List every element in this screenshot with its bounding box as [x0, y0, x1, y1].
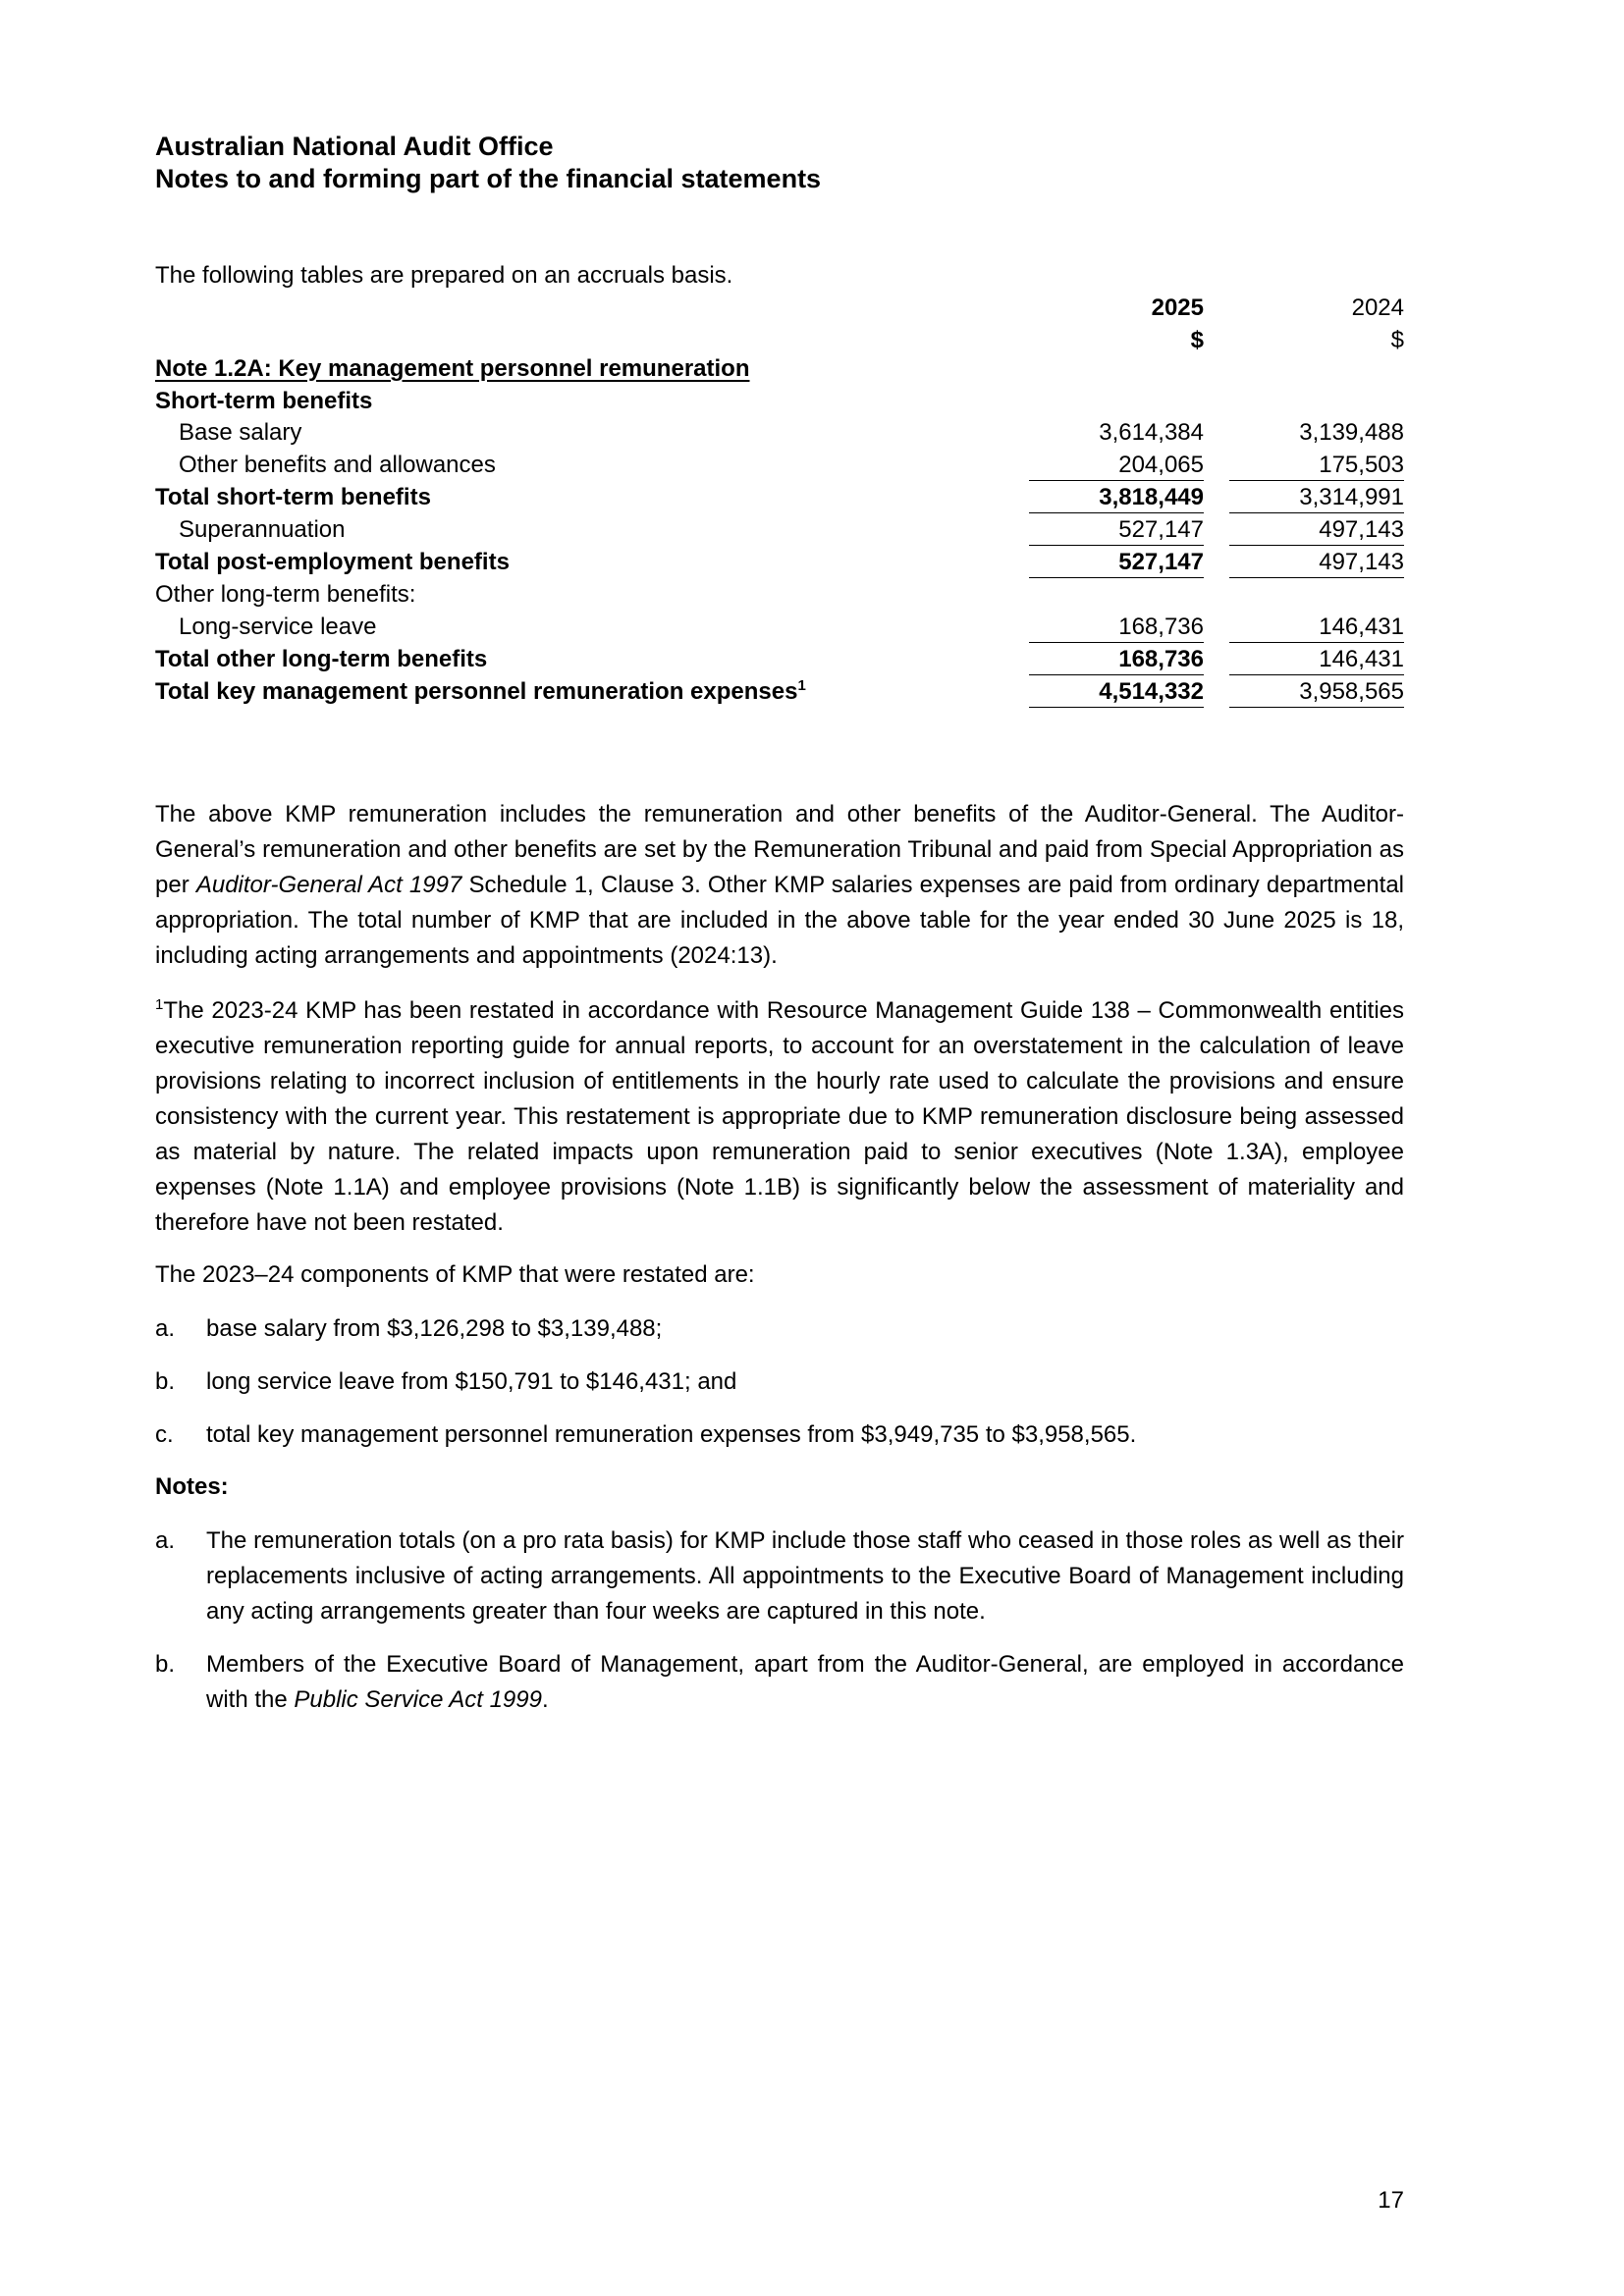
- note-b-text-a: Members of the Executive Board of Management, apart from the Auditor-General, are employed in accordance with the: [206, 1651, 1404, 1713]
- total-post-employment-2024: 497,143: [1229, 546, 1404, 578]
- total-short-term-2025: 3,818,449: [1029, 481, 1204, 513]
- page-subtitle: Notes to and forming part of the financial statements: [155, 164, 822, 193]
- para1-italic: Auditor-General Act 1997: [195, 872, 462, 898]
- list-marker: a.: [155, 1527, 176, 1554]
- table-row: [155, 643, 1404, 675]
- para1-text-a: The above KMP remuneration includes the remuneration and other benefits of the Auditor-General. The Auditor-General’s remuneration and other benefits are set by the Remuneration Tribunal and paid from Special Appropriation as per: [155, 801, 1404, 898]
- note-title: Note 1.2A: Key management personnel remuneration: [155, 355, 750, 382]
- long-service-leave-label: Long-service leave: [179, 614, 377, 640]
- org-title: Australian National Audit Office: [155, 132, 554, 161]
- total-other-long-term-2024: 146,431: [1229, 643, 1404, 675]
- base-salary-label: Base salary: [179, 419, 302, 446]
- list-text: total key management personnel remuneration expenses from $3,949,735 to $3,958,565.: [206, 1421, 1137, 1448]
- intro-text: [155, 259, 1404, 292]
- list-text: base salary from $3,126,298 to $3,139,488;: [206, 1315, 663, 1342]
- list-marker: b.: [155, 1368, 176, 1395]
- other-benefits-2024: 175,503: [1229, 449, 1404, 481]
- total-kmp-label: [155, 675, 806, 708]
- superannuation-2025: 527,147: [1029, 513, 1204, 546]
- total-post-employment-2025: 527,147: [1029, 546, 1204, 578]
- table-row: [155, 675, 1404, 708]
- footnote-marker: 1: [797, 677, 806, 694]
- kmp-remuneration-paragraph: [155, 797, 1404, 974]
- footnote-marker: 1: [155, 996, 164, 1013]
- total-kmp-2024: 3,958,565: [1229, 675, 1404, 708]
- long-service-leave-2024: 146,431: [1229, 611, 1404, 643]
- total-other-long-term-2025: 168,736: [1029, 643, 1204, 675]
- base-salary-2024: 3,139,488: [1299, 419, 1404, 446]
- table-row: [155, 481, 1404, 513]
- notes-heading: Notes:: [155, 1473, 229, 1500]
- base-salary-2025: 3,614,384: [1099, 419, 1204, 446]
- para2-text: The 2023-24 KMP has been restated in accordance with Resource Management Guide 138 – Commonwealth entities executive remuneration reporting guide for annual reports, to account for an overstatement in the calculation of leave provisions relating to incorrect inclusion of entitlements in the hourly rate used to calculate the provisions and ensure consistency with the current year. This restatement is appropriate due to KMP remuneration disclosure being assessed as material by nature. The related impacts upon remuneration paid to senior executives (Note 1.3A), employee expenses (Note 1.1A) and employee provisions (Note 1.1B) is significantly below the assessment of materiality and therefore have not been restated.: [155, 997, 1404, 1236]
- table-row: [155, 416, 1404, 449]
- page-number: 17: [1378, 2187, 1404, 2214]
- total-other-long-term-label: Total other long-term benefits: [155, 646, 488, 672]
- list-marker: c.: [155, 1421, 174, 1448]
- short-term-heading: Short-term benefits: [155, 388, 373, 414]
- total-short-term-label: Total short-term benefits: [155, 484, 431, 510]
- other-long-term-heading: Other long-term benefits:: [155, 581, 416, 608]
- other-benefits-label: Other benefits and allowances: [179, 452, 496, 478]
- other-benefits-2025: 204,065: [1029, 449, 1204, 481]
- list-marker: a.: [155, 1315, 176, 1342]
- total-kmp-label-text: Total key management personnel remuneration expenses: [155, 678, 798, 705]
- list-text: long service leave from $150,791 to $146,431; and: [206, 1368, 737, 1395]
- table-row: [155, 546, 1404, 578]
- table-row: [155, 513, 1404, 546]
- superannuation-2024: 497,143: [1229, 513, 1404, 546]
- total-post-employment-label: Total post-employment benefits: [155, 549, 510, 575]
- col-2024-unit: $: [1390, 327, 1404, 353]
- para1-text-b: Schedule 1, Clause 3. Other KMP salaries expenses are paid from ordinary departmental appropriation. The total number of KMP that are included in the above table for the year ended 30 June 2025 is 18, including acting arrangements and appointments (2024:13).: [155, 872, 1404, 969]
- intro-label: The following tables are prepared on an accruals basis.: [155, 262, 733, 289]
- note-b-text-b: .: [541, 1686, 549, 1713]
- restatement-paragraph: [155, 993, 1404, 1241]
- short-term-heading-row: [155, 385, 1404, 417]
- col-2024-header: 2024: [1351, 294, 1404, 321]
- superannuation-label: Superannuation: [179, 516, 346, 543]
- col-2025-header: 2025: [1151, 294, 1204, 321]
- list-text: The remuneration totals (on a pro rata basis) for KMP include those staff who ceased in those roles as well as their replacements inclusive of acting arrangements. All appointments to the Executive Board of Management including any acting arrangements greater than four weeks are captured in this note.: [206, 1527, 1404, 1625]
- list-text: [206, 1647, 1404, 1718]
- list-marker: b.: [155, 1651, 176, 1678]
- table-year-header: [155, 292, 1404, 324]
- table-row: [155, 611, 1404, 643]
- table-row: [155, 449, 1404, 481]
- restated-intro: The 2023–24 components of KMP that were restated are:: [155, 1261, 755, 1288]
- other-long-term-heading-row: [155, 578, 1404, 611]
- long-service-leave-2025: 168,736: [1029, 611, 1204, 643]
- col-2025-unit: $: [1190, 327, 1204, 353]
- note-title-row: [155, 352, 1404, 385]
- total-short-term-2024: 3,314,991: [1229, 481, 1404, 513]
- note-b-italic: Public Service Act 1999: [294, 1686, 542, 1713]
- total-kmp-2025: 4,514,332: [1029, 675, 1204, 708]
